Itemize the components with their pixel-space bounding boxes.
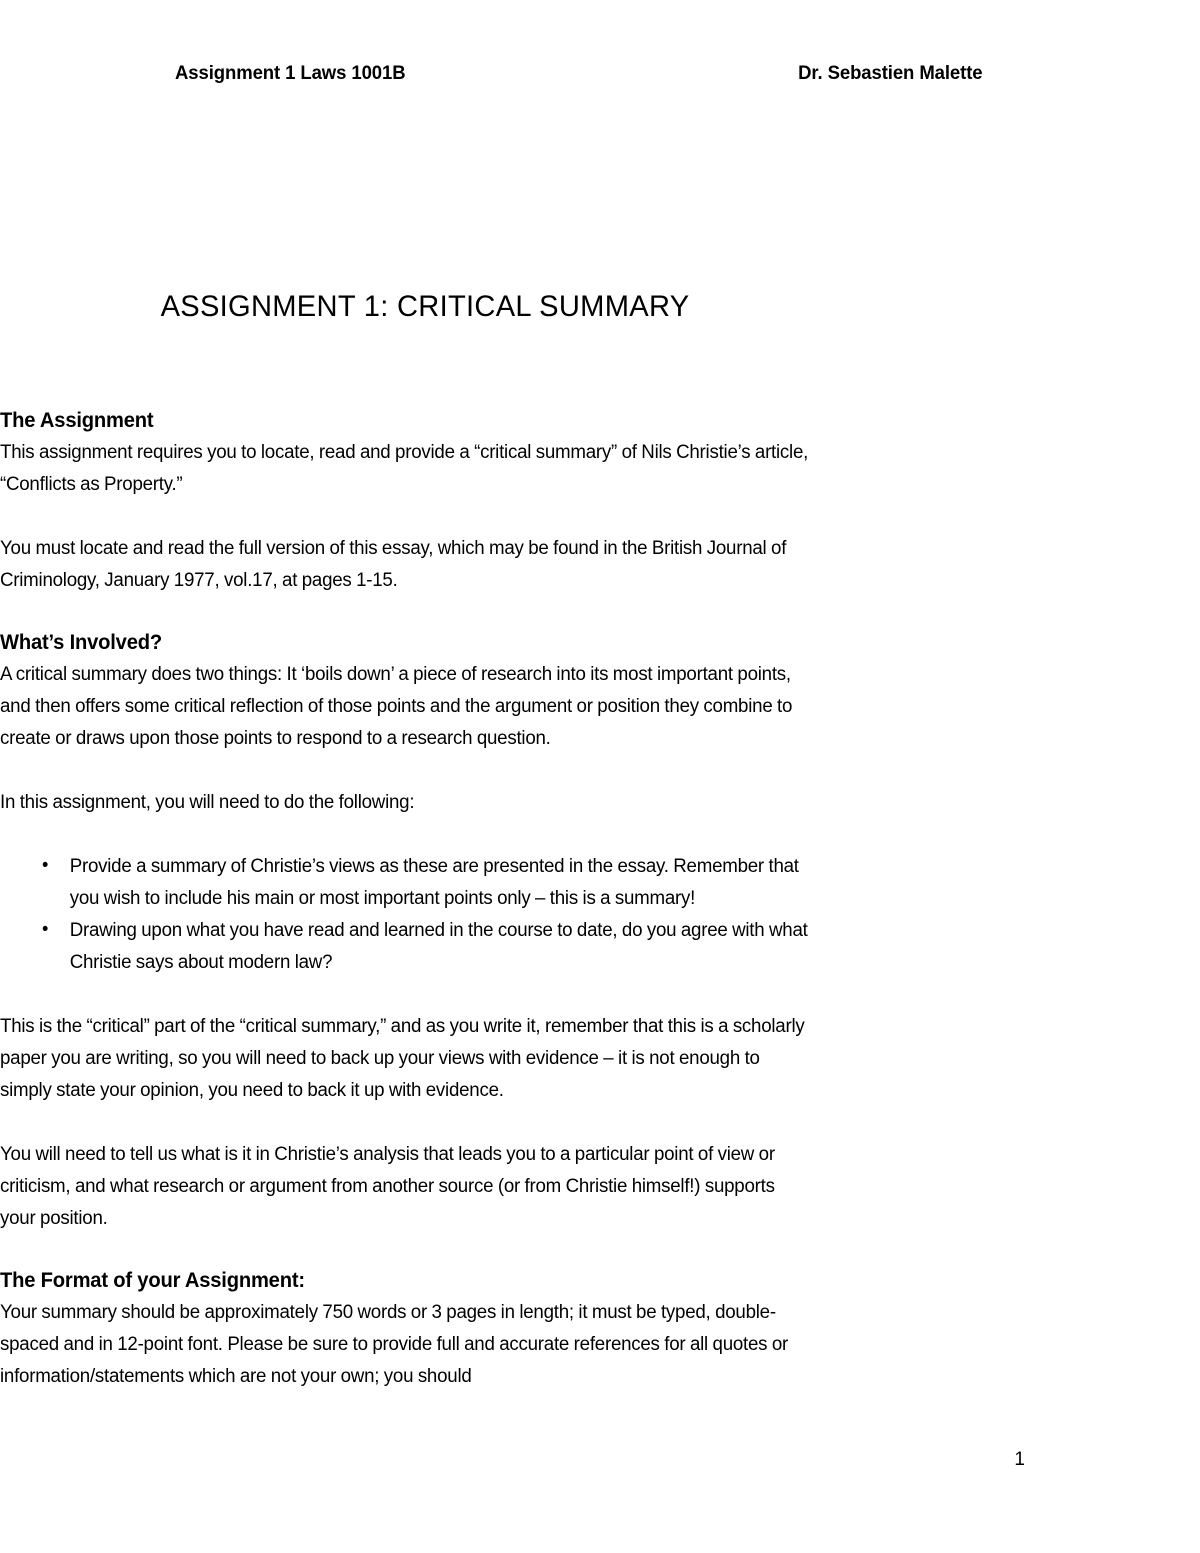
paragraph-spacer <box>0 754 852 786</box>
section-format <box>0 1266 852 1392</box>
paragraph-spacer <box>0 500 852 532</box>
paragraph-source-citation: You must locate and read the full version of this essay, which may be found in the British Journal of Criminology, January 1977, vol.17, at pages 1-15. <box>0 537 787 591</box>
page-number: 1 <box>1014 1449 1025 1470</box>
paragraph-format-requirements: Your summary should be approximately 750 words or 3 pages in length; it must be typed, double-spaced and in 12-point font. Please be sure to provide full and accurate references for all quotes or information/statements which are not your own; you should <box>0 1301 789 1387</box>
list-item-text: Drawing upon what you have read and learned in the course to date, do you agree with what Christie says about modern law? <box>69 919 808 973</box>
page-title: ASSIGNMENT 1: CRITICAL SUMMARY <box>160 290 690 324</box>
section-the-assignment <box>0 406 852 596</box>
paragraph-spacer <box>0 1106 852 1138</box>
bullet-icon: • <box>42 919 49 940</box>
header-instructor-label: Dr. Sebastien Malette <box>798 62 983 84</box>
section-whats-involved <box>0 628 852 1234</box>
paragraph-assignment-intro: This assignment requires you to locate, read and provide a “critical summary” of Nils Christie’s article, “Conflicts as Property.” <box>0 441 809 495</box>
list-item <box>0 850 814 914</box>
list-item-text: Provide a summary of Christie’s views as these are presented in the essay. Remember that you wish to include his main or most important points only – this is a summary! <box>69 855 799 909</box>
section-heading-format: The Format of your Assignment: <box>0 1269 305 1292</box>
task-bullet-list <box>0 850 852 978</box>
running-header <box>175 62 983 85</box>
paragraph-tasks-lead-in: In this assignment, you will need to do the following: <box>0 791 415 813</box>
bullet-icon: • <box>42 855 49 876</box>
header-course-label: Assignment 1 Laws 1001B <box>175 62 406 84</box>
paragraph-analysis-support: You will need to tell us what is it in Christie’s analysis that leads you to a particular point of view or criticism, and what research or argument from another source (or from Christie himself!) supports your position. <box>0 1143 775 1229</box>
section-heading-whats-involved: What’s Involved? <box>0 631 162 654</box>
paragraph-spacer <box>0 978 852 1010</box>
section-heading-the-assignment: The Assignment <box>0 409 154 432</box>
section-spacer <box>0 1234 852 1266</box>
paragraph-critical-part-explanation: This is the “critical” part of the “critical summary,” and as you write it, remember that this is a scholarly paper you are writing, so you will need to back up your views with evidence – it is not enough to simply state your opinion, you need to back it up with evidence. <box>0 1015 805 1101</box>
list-item <box>0 914 814 978</box>
paragraph-critical-summary-definition: A critical summary does two things: It ‘boils down’ a piece of research into its most important points, and then offers some critical reflection of those points and the argument or position they combine to create or draws upon those points to respond to a research question. <box>0 663 793 749</box>
document-body <box>0 406 852 1392</box>
section-spacer <box>0 596 852 628</box>
list-spacer <box>0 818 852 850</box>
